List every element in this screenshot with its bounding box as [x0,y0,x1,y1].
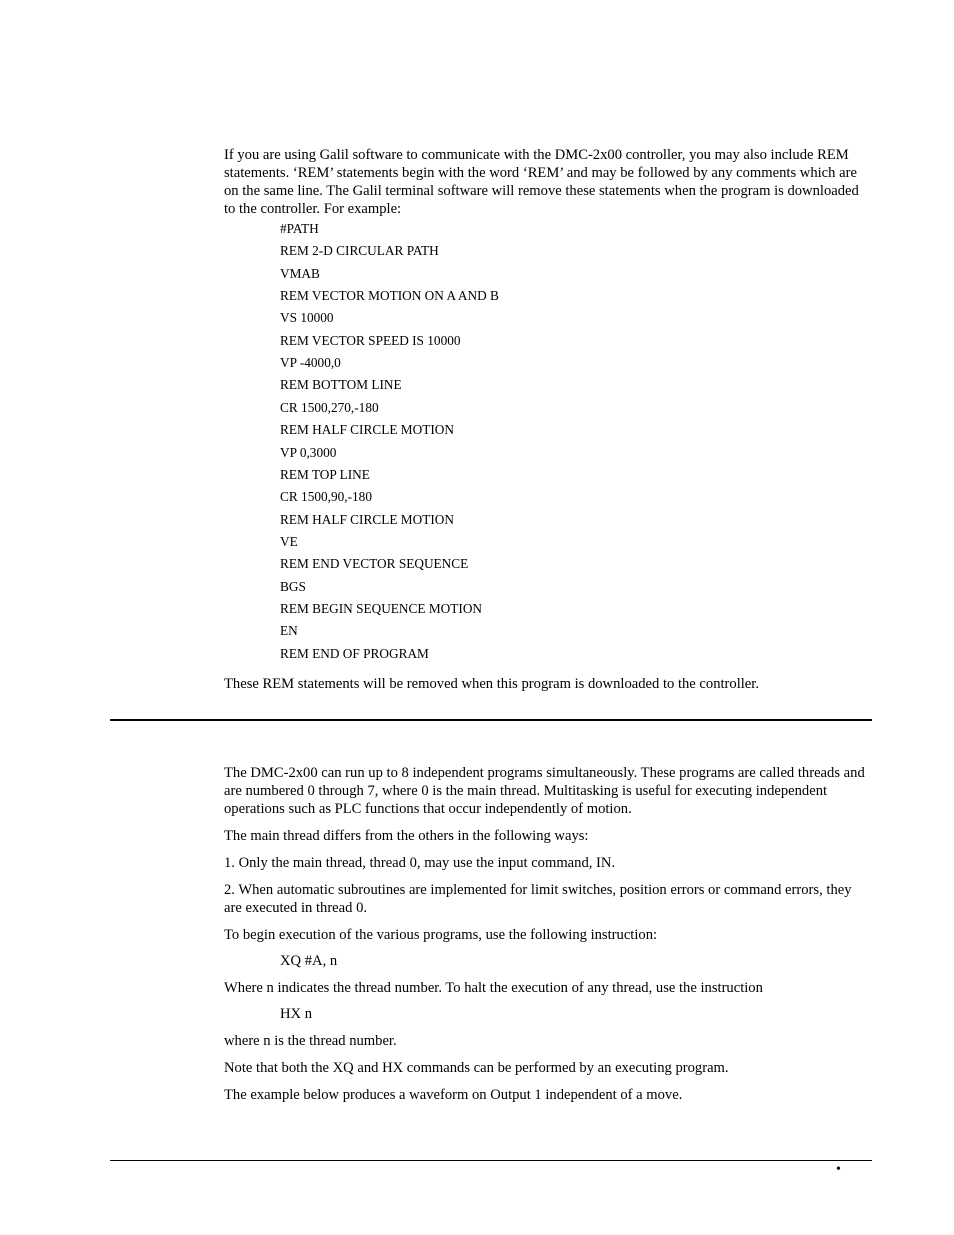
code-line: REM HALF CIRCLE MOTION [280,511,454,527]
code-line: VMAB [280,265,320,281]
example-intro-paragraph: The example below produces a waveform on Output 1 independent of a move. [224,1087,683,1103]
code-line: REM VECTOR SPEED IS 10000 [280,332,461,348]
code-line: REM VECTOR MOTION ON A AND B [280,288,499,304]
code-line: REM END OF PROGRAM [280,645,429,661]
code-line: BGS [280,578,306,594]
footer-bullet: • [836,1162,841,1177]
code-line: CR 1500,90,-180 [280,489,372,505]
footer-rule [110,1160,872,1161]
xq-command-example: XQ #A, n [280,953,338,969]
code-line: VP 0,3000 [280,444,337,460]
code-line: #PATH [280,221,319,236]
code-line: REM BOTTOM LINE [280,377,402,393]
multitasking-intro-paragraph: The DMC-2x00 can run up to 8 independent programs simultaneously. These programs are called threads and are numbered 0 through 7, where 0 is the main thread. Multitasking is useful for executing independent operations such as PLC functions that occur independently of motion. [224,765,865,817]
code-line: EN [280,623,298,639]
where-n-paragraph: where n is the thread number. [224,1033,397,1049]
code-line: VE [280,533,298,549]
code-line: REM TOP LINE [280,466,370,482]
main-thread-differences-paragraph: The main thread differs from the others in the following ways: [224,828,589,844]
code-line: REM HALF CIRCLE MOTION [280,422,454,438]
thread-number-paragraph: Where n indicates the thread number. To halt the execution of any thread, use the instruction [224,980,763,996]
code-line: CR 1500,270,-180 [280,399,379,415]
hx-command-example: HX n [280,1006,313,1022]
code-line: REM BEGIN SEQUENCE MOTION [280,600,483,616]
executing-program-note: Note that both the XQ and HX commands can be performed by an executing program. [224,1060,729,1076]
section-divider [110,719,872,721]
code-line: REM END VECTOR SEQUENCE [280,556,469,572]
rem-outro-paragraph: These REM statements will be removed when this program is downloaded to the controller. [224,676,759,692]
rem-intro-paragraph: If you are using Galil software to communicate with the DMC-2x00 controller, you may also include REM statements. ‘REM’ statements begin with the word ‘REM’ and may be followed by any comments which are on the same line. The Galil terminal software will remove these statements when the program is downloaded to the controller. For example: [224,147,859,217]
code-line: VP -4000,0 [280,355,341,371]
begin-execution-paragraph: To begin execution of the various programs, use the following instruction: [224,927,658,943]
code-line: VS 10000 [280,310,334,326]
list-item-2: 2. When automatic subroutines are implemented for limit switches, position errors or command errors, they are executed in thread 0. [224,882,852,916]
code-line: REM 2-D CIRCULAR PATH [280,243,439,259]
list-item-1: 1. Only the main thread, thread 0, may use the input command, IN. [224,855,616,871]
